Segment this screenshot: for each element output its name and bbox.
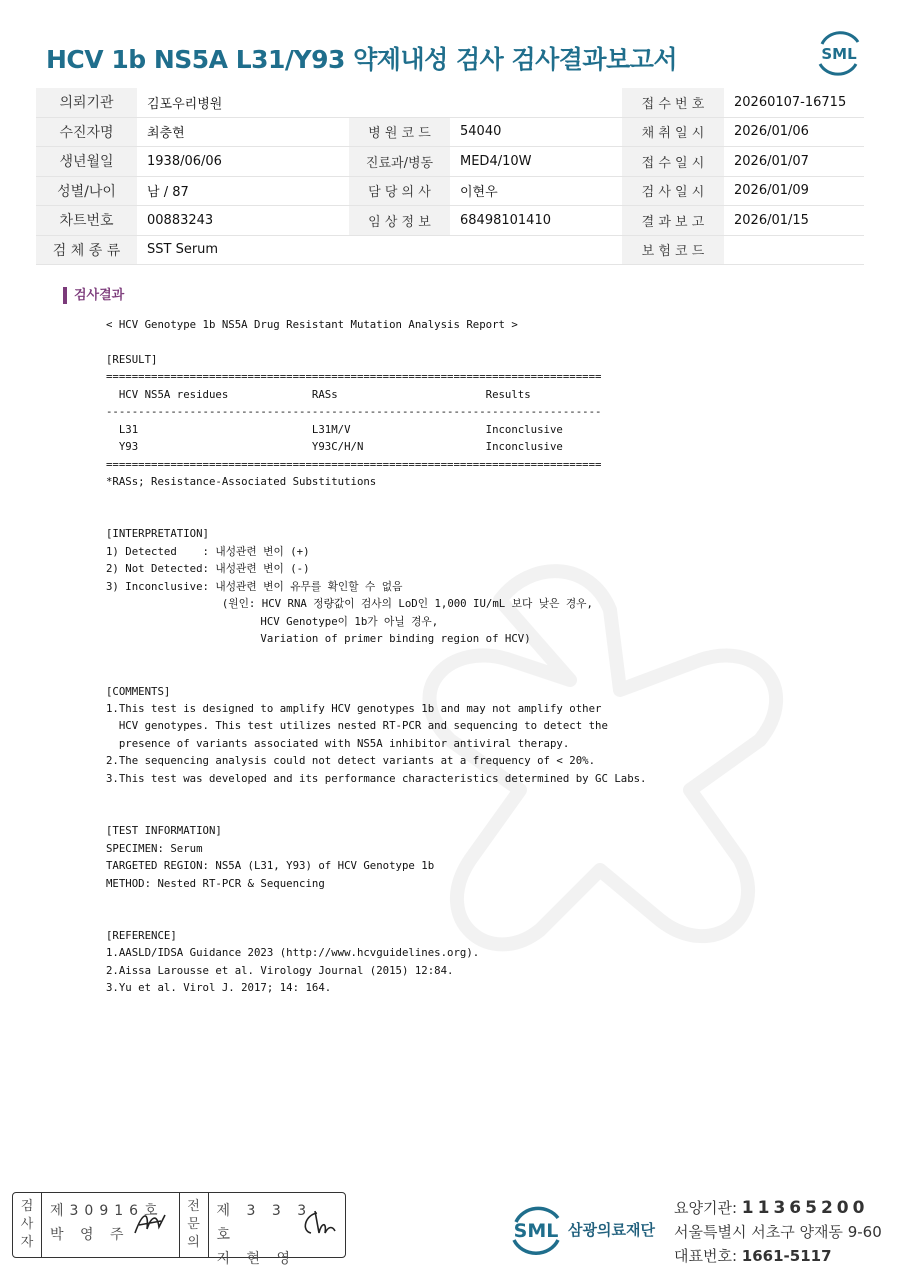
info-value [450, 235, 622, 265]
code-label: 요양기관: [674, 1199, 738, 1217]
info-value: SST Serum [137, 235, 349, 265]
specialist-signature [209, 1193, 346, 1267]
tester-signature [42, 1193, 180, 1257]
tester-signature-mark [131, 1207, 171, 1239]
info-label: 수진자명 [36, 117, 137, 147]
info-label: 성별/나이 [36, 176, 137, 206]
info-label [349, 88, 450, 117]
info-label: 차트번호 [36, 206, 137, 236]
info-label: 진료과/병동 [349, 147, 450, 177]
info-value: 00883243 [137, 206, 349, 236]
info-row [36, 206, 864, 236]
info-value: 54040 [450, 117, 622, 147]
address: 서울특별시 서초구 양재동 9-60 [674, 1223, 882, 1241]
org-name: 삼광의료재단 [568, 1221, 655, 1239]
info-label: 검 체 종 류 [36, 235, 137, 265]
logo-text: SML [821, 45, 857, 63]
info-row [36, 147, 864, 177]
info-label: 담 당 의 사 [349, 176, 450, 206]
tester-license: 제30916호 [50, 1203, 164, 1219]
info-value: 2026/01/15 [724, 206, 864, 236]
tester-label: 검 사 자 [13, 1193, 42, 1257]
tel-label: 대표번호: [674, 1247, 738, 1265]
info-row [36, 117, 864, 147]
report-body: < HCV Genotype 1b NS5A Drug Resistant Mutation Analysis Report > [RESULT] ============================================================================= HCV NS5A residues RASs Results ----------------------------------------------------------------------------- L31 L31M/V Inconclusive Y93 Y93C/H/N Inconclusive ============================================================================= *RASs; Resistance-Associated Substitutions [INTERPRETATION] 1) Detected : 내성관련 변이 (+) 2) Not Detected: 내성관련 변이 (-) 3) Inconclusive: 내성관련 변이 유무를 확인할 수 없음 (원인: HCV RNA 정량값이 검사의 LoD인 1,000 IU/mL 보다 낮은 경우, HCV Genotype이 1b가 아닐 경우, Variation of primer binding region of HCV) [COMMENTS] 1.This test is designed to amplify HCV genotypes 1b and may not amplify other HCV genotypes. This test utilizes nested RT-PCR and sequencing to detect the presence of variants associated with NS5A inhibitor antiviral therapy. 2.The sequencing analysis could not detect variants at a frequency of < 20%. 3.This test was developed and its performance characteristics determined by GC Labs. [TEST INFORMATION] SPECIMEN: Serum TARGETED REGION: NS5A (L31, Y93) of HCV Genotype 1b METHOD: Nested RT-PCR & Sequencing [REFERENCE] 1.AASLD/IDSA Guidance 2023 (http://www.hcvguidelines.org). 2.Aissa Larousse et al. Virology Journal (2015) 12:84. 3.Yu et al. Virol J. 2017; 14: 164. [106, 318, 647, 995]
info-value: 2026/01/06 [724, 117, 864, 147]
tester-name: 박 영 주 [50, 1227, 130, 1243]
info-label: 생년월일 [36, 147, 137, 177]
sml-logo-icon [814, 30, 864, 76]
info-value: 20260107-16715 [724, 88, 864, 117]
info-value: 김포우리병원 [137, 88, 349, 117]
info-label: 결 과 보 고 [622, 206, 724, 236]
specialist-name: 지 현 영 [216, 1251, 296, 1267]
section-title: 검사결과 [63, 287, 124, 304]
specialist-label: 전 문 의 [180, 1193, 209, 1257]
info-value: 최충현 [137, 117, 349, 147]
footer-sml-logo-icon [508, 1200, 564, 1256]
info-row [36, 235, 864, 265]
info-value [724, 235, 864, 265]
info-value: 1938/06/06 [137, 147, 349, 177]
footer-info [674, 1196, 882, 1268]
tel-value: 1661-5117 [741, 1247, 832, 1265]
info-label: 채 취 일 시 [622, 117, 724, 147]
info-label: 접 수 일 시 [622, 147, 724, 177]
info-label: 임 상 정 보 [349, 206, 450, 236]
info-label: 검 사 일 시 [622, 176, 724, 206]
info-value: 이현우 [450, 176, 622, 206]
signature-box [12, 1192, 346, 1267]
info-value: 남 / 87 [137, 176, 349, 206]
code-value: 11365200 [741, 1198, 869, 1218]
patient-info-table [36, 88, 864, 265]
info-value [450, 88, 622, 117]
info-row [36, 176, 864, 206]
info-value: 2026/01/09 [724, 176, 864, 206]
report-title: HCV 1b NS5A L31/Y93 약제내성 검사 검사결과보고서 [46, 45, 677, 74]
specialist-license: 제 3 3 3 호 [216, 1203, 313, 1243]
info-row [36, 88, 864, 117]
info-label: 의뢰기관 [36, 88, 137, 117]
info-label: 접 수 번 호 [622, 88, 724, 117]
info-label: 보 험 코 드 [622, 235, 724, 265]
footer-logo-text: SML [513, 1220, 559, 1242]
info-label: 병 원 코 드 [349, 117, 450, 147]
info-value: 2026/01/07 [724, 147, 864, 177]
info-value: MED4/10W [450, 147, 622, 177]
info-value: 68498101410 [450, 206, 622, 236]
info-label [349, 235, 450, 265]
specialist-signature-mark [297, 1207, 337, 1239]
